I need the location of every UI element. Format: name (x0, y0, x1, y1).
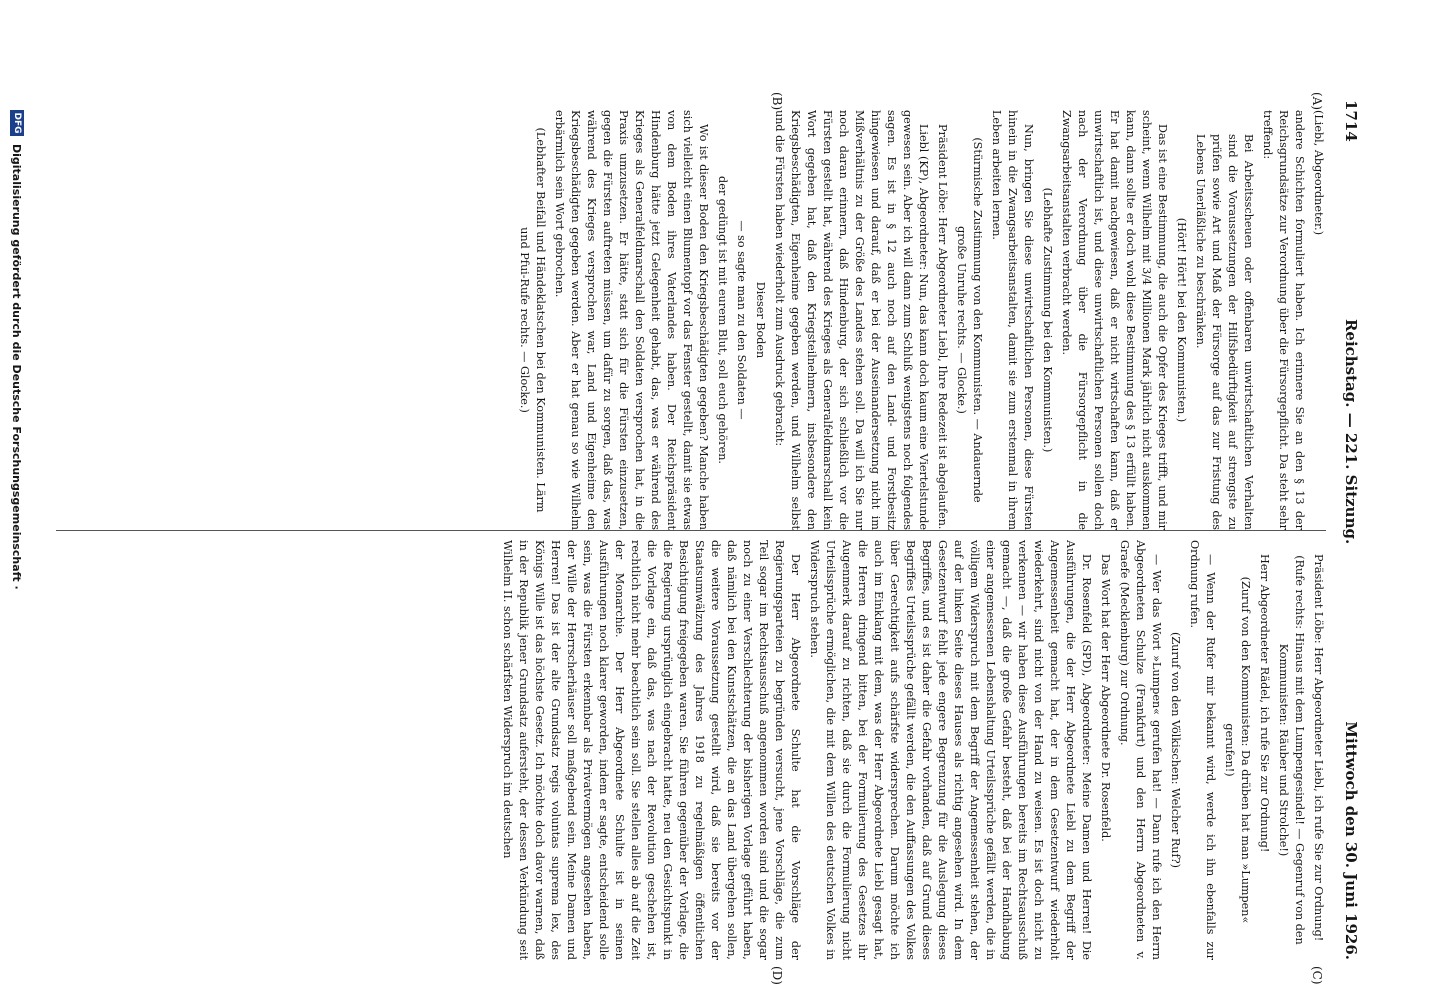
paragraph: Das ist eine Bestimmung, die auch die Opfer des Krieges trifft, und mir scheint, wenn Wilhelm mit 3/4 Millionen Mark jährlich nicht auskommen kann, dann sollte er doch wohl diese Bestimmung des § 13 erfüllt haben. Er hat damit nachgewiesen, daß er nicht wirtschaften kann, daß er unwirtschaftlich ist, und diese unwirtschaftlichen Personen sollen doch nach der Verordnung über die Fürsorgepflicht in die Zwangsarbeitsanstalten verbracht werden. (1060, 110, 1169, 530)
paragraph: Herr Abgeordneter Rädel, ich rufe Sie zur Ordnung! (1258, 554, 1271, 853)
interjection-text: (Lebhafter Beifall und Händeklatschen bei den Kommunisten. Lärm und Pfui-Rufe rechts. — Glocke.) (518, 127, 547, 513)
margin-marker-c: (C) (1310, 966, 1324, 985)
paragraph: (Liebl, Abgeordneter.) (1312, 110, 1325, 236)
page-footer (8, 110, 26, 970)
paragraph: Präsident Löbe: Herr Abgeordneter Liebl, Ihre Redezeit ist abgelaufen. (936, 124, 949, 530)
dfg-logo-icon: DFG (10, 110, 24, 136)
footer-credit: Digitalisierung gefördert durch die Deutsche Forschungsgemeinschaft · (10, 144, 24, 590)
margin-marker-a: (A) (1310, 92, 1324, 111)
interjection-text: (Stürmische Zustimmung von den Kommunisten. — Andauernde große Unruhe rechts. — Glocke.) (955, 137, 984, 503)
column-divider (56, 530, 1326, 531)
session-date: Mittwoch den 30. Juni 1926. (1342, 721, 1360, 960)
paragraph: Dr. Rosenfeld (SPD), Abgeordneter: Meine Damen und Herren! Die Ausführungen, die der Herr Abgeordnete Liebl zu dem Begriff der Angemessenheit gemacht hat, der in dem Gesetzentwurf wiederholt wiederkehrt, sind nicht von der Hand zu weisen. Es ist doch nicht zu verkennen — wir haben diese Ausführungen bereits im Rechtsausschuß gemacht —, daß die große Gefahr besteht, daß bei der Handhabung einer angemessenen Lebenshaltung Urteilssprüche gefällt werden, die in völligem Widerspruch mit dem Begriff der Angemessenheit stehen, der auf der linken Seite dieses Hauses als richtig angesehen wird. In dem Gesetzentwurf fehlt jede engere Begrenzung für die Auslegung dieses Begriffes, und es ist daher die Gefahr vorhanden, daß auf Grund dieses Begriffes Urteilssprüche gefällt werden, die den Auffassungen des Volkes über Gerechtigkeit aufs schärfste widersprechen. Darum möchte ich auch im Einklang mit dem, was der Herr Abgeordnete Liebl gesagt hat, die Herren dringend bitten, bei der Formulierung des Gesetzes ihr Augenmerk darauf zu richten, daß sie durch die Formulierung nicht Urteilssprüche ermöglichen, die mit dem Willen des deutschen Volkes in Widerspruch stehen. (808, 540, 1093, 960)
paragraph: Bei Arbeitsscheuen oder offenbaren unwirtschaftlichen Verhalten sind die Voraussetzungen der Hilfsbedürftigkeit auf strengste zu prüfen sowie Art und Maß der Fürsorge auf das zur Fristung des Lebens Unerläßliche zu beschränken. (1194, 134, 1255, 530)
paragraph: — Wenn der Rufer mir bekannt wird, werde ich ihn ebenfalls zur Ordnung rufen. (1188, 540, 1217, 960)
interjection-text: (Lebhafte Zustimmung bei den Kommunisten.) (1041, 187, 1054, 453)
paragraph: — so sagte man zu den Soldaten — (735, 220, 748, 420)
session-title: Reichstag. — 221. Sitzung. (1342, 318, 1360, 545)
paragraph: Nun, bringen Sie diese unwirtschaftlichen Personen, diese Fürsten hinein in die Zwangsarbeitsanstalten, damit sie zum erstenmal in ihrem Leben arbeiten lernen. (990, 110, 1035, 530)
margin-marker-b: (B) (770, 92, 784, 111)
left-text-column (513, 110, 1326, 530)
paragraph: Der Herr Abgeordnete Schulte hat die Vorschläge der Regierungsparteien zu begründen versucht, jene Vorschläge, die zum Teil sogar im Rechtsausschuß angenommen worden sind und die sogar noch zu einer Verschlechterung der bisherigen Vorlage geführt haben, daß nämlich bei den Kunstschätzen, die an das Land übergehen sollen, die weitere Voraussetzung gestellt wird, daß sie bereits vor der Staatsumwälzung des Jahres 1918 zu regelmäßigen öffentlichen Besichtigung freigegeben waren. Sie führen gegenüber der Vorlage, die die Regierung ursprünglich eingebracht hatte, neu den Gesichtspunkt in die Vorlage ein, daß das, was nach der Revolution geschehen ist, rechtlich nicht mehr beachtlich sein soll. Sie stellen alles ab auf die Zeit der Monarchie. Der Herr Abgeordnete Schulte ist in seinen Ausführungen noch klarer geworden, indem er sagte, entscheidend solle sein, was die Fürsten erkennbar als Privatvermögen angesehen haben, der Wille der Herrscherhäuser soll maßgebend sein. Meine Damen und Herren! Das ist der alte Grundsatz regis voluntas suprema lex, des Königs Wille ist das höchste Gesetz. Ich möchte doch davor warnen, daß in der Republik jener Grundsatz aufersteht, der dessen Verkündung seit Wilhelm II. schon schärfsten Widerspruch im deutschen (501, 540, 802, 960)
interjection-text: (Zuruf von den Völkischen: Welcher Ruf?) (1169, 632, 1182, 868)
paragraph: Das Wort hat der Herr Abgeordnete Dr. Rosenfeld. (1099, 554, 1112, 842)
paragraph: der gedüngt ist mit eurem Blut, soll euch gehören. (716, 176, 729, 464)
paragraph: Präsident Löbe: Herr Abgeordneter Liebl, ich rufe Sie zur Ordnung! (1312, 554, 1325, 942)
paragraph: — Wer das Wort »Lumpen« gerufen hat! — Dann rufe ich den Herrn Abgeordneten Schulze (Frankfurt) und den Herrn Abgeordneten v. Graefe (Mecklenburg) zur Ordnung. (1118, 540, 1163, 960)
page-number: 1714 (1342, 100, 1360, 142)
paragraph: Dieser Boden (754, 281, 767, 359)
paragraph: Wo ist dieser Boden den Kriegsbeschädigten gegeben? Manche haben sich vielleicht einen Blumentopf vor das Fenster gestellt, damit sie etwas von dem Boden ihres Vaterlandes haben. Der Reichspräsident Hindenburg hätte jetzt Gelegenheit gehabt, das, was er während des Krieges als Generalfeldmarschall den Soldaten versprochen hat, in die Praxis umzusetzen. Er hätte, statt sich für die Fürsten einzusetzen, gegen die Fürsten auftreten müssen, um dafür zu sorgen, daß das, was während des Krieges versprochen war, Land und Eigenheime den Kriegsbeschädigten gegeben werden. Aber er hat genau so wie Wilhelm erbärmlich sein Wort gebrochen. (553, 110, 710, 530)
margin-marker-d: (D) (770, 966, 784, 985)
paragraph: andere Schichten formuliert haben. Ich erinnere Sie an den § 13 der Reichsgrundsätze zur Verordnung über die Fürsorgepflicht. Da steht sehr treffend: (1261, 110, 1306, 530)
right-text-column (496, 540, 1326, 960)
interjection-text: (Zuruf von den Kommunisten: Da drüben hat man »Lumpen« gerufen!) (1223, 576, 1252, 924)
interjection-text: (Hört! Hört! bei den Kommunisten.) (1175, 217, 1188, 423)
page-header (1336, 100, 1360, 960)
paragraph: Liebl (KP), Abgeordneter: Nun, das kann doch kaum eine Viertelstunde gewesen sein. Aber ich will dann zum Schluß wenigstens noch folgendes sagen. Es ist in § 12 auch noch auf den Land- und Forstbesitz hingewiesen und darauf, daß er bei der Auseinandersetzung nicht im Mißverhältnis zu der Größe des Landes stehen soll. Da will ich Sie nur noch daran erinnern, daß Hindenburg, der sich schließlich vor die Fürsten gestellt hat, während des Krieges als Generalfeldmarschall kein Wort gegeben hat, daß den Kriegsteilnehmern, insbesondere den Kriegsbeschädigten, Eigenheime gegeben werden, und Wilhelm selbst und die Fürsten haben wiederholt zum Ausdruck gebracht: (773, 110, 930, 530)
interjection-text: (Rufe rechts: Hinaus mit dem Lumpengesindel! — Gegenruf von den Kommunisten: Räuber und Strolche!) (1277, 555, 1306, 945)
